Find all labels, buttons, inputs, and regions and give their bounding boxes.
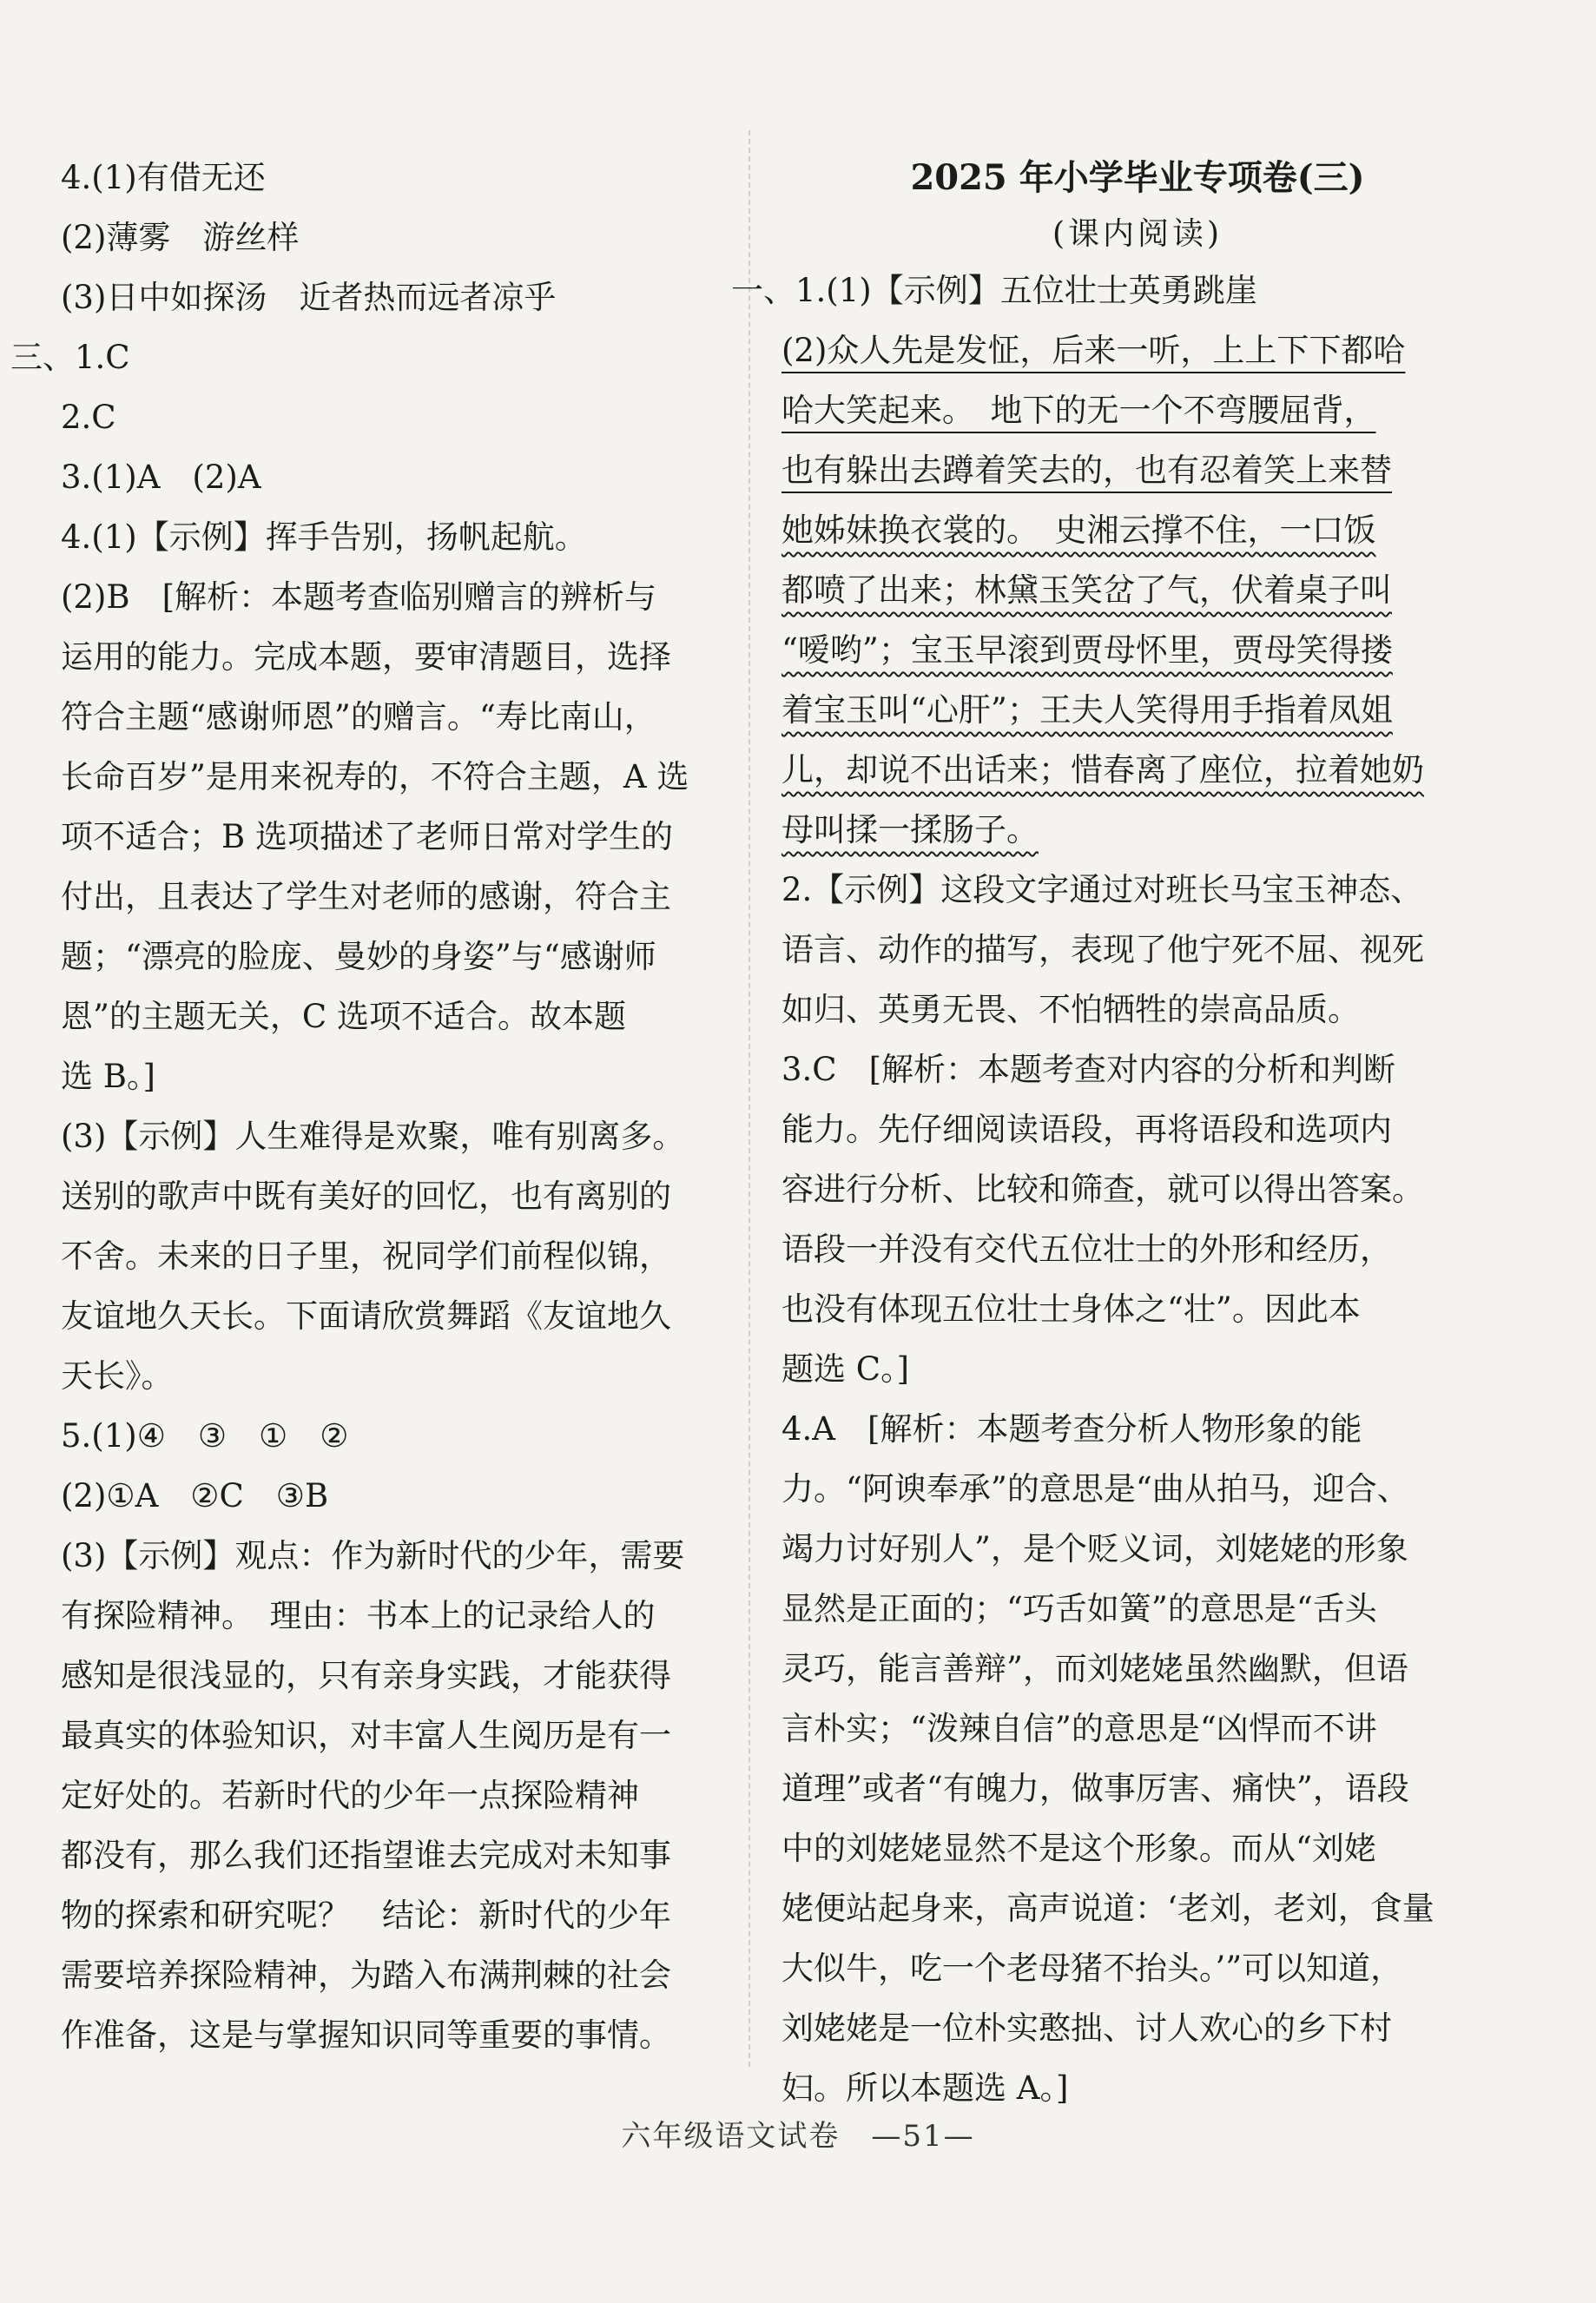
answer-line: 物的探索和研究呢？ 结论：新时代的少年	[61, 1897, 671, 1934]
answer-line: 选 B。]	[61, 1058, 155, 1095]
answer-line: 语言、动作的描写，表现了他宁死不屈、视死	[782, 931, 1424, 968]
answer-line: 妇。所以本题选 A。]	[782, 2069, 1069, 2107]
answer-line: 付出，且表达了学生对老师的感谢，符合主	[61, 878, 671, 915]
answer-line: 容进行分析、比较和筛查，就可以得出答案。	[782, 1171, 1424, 1208]
wavy-underlined-quote: 都喷了出来；林黛玉笑岔了气，伏着桌子叫	[782, 571, 1392, 609]
answer-line: 运用的能力。完成本题，要审清题目，选择	[61, 638, 671, 676]
underlined-quote: 哈大笑起来。 地下的无一个不弯腰屈背，	[782, 392, 1376, 429]
answer-line: 友谊地久天长。下面请欣赏舞蹈《友谊地久	[61, 1297, 671, 1335]
answer-line: 姥便站起身来，高声说道：‘老刘，老刘，食量	[782, 1890, 1434, 1927]
answer-line: 最真实的体验知识，对丰富人生阅历是有一	[61, 1717, 671, 1754]
answer-line: 3.C [解析：本题考查对内容的分析和判断	[782, 1051, 1396, 1088]
answer-line: 恩”的主题无关，C 选项不适合。故本题	[61, 998, 626, 1035]
answer-line: 题；“漂亮的脸庞、曼妙的身姿”与“感谢师	[61, 938, 656, 975]
underlined-quote: 也有躲出去蹲着笑去的，也有忍着笑上来替	[782, 452, 1392, 489]
answer-line: 长命百岁”是用来祝寿的，不符合主题，A 选	[61, 758, 689, 795]
answer-line: 力。“阿谀奉承”的意思是“曲从拍马，迎合、	[782, 1470, 1409, 1508]
answer-line: 定好处的。若新时代的少年一点探险精神	[61, 1777, 639, 1814]
answer-line: 有探险精神。 理由：书本上的记录给人的	[61, 1597, 656, 1634]
answer-line: 也没有体现五位壮士身体之“壮”。因此本	[782, 1290, 1361, 1328]
answer-line: 竭力讨好别人”，是个贬义词，刘姥姥的形象	[782, 1530, 1408, 1567]
answer-line: 不舍。未来的日子里，祝同学们前程似锦，	[61, 1237, 671, 1275]
answer-line: 4.A [解析：本题考查分析人物形象的能	[782, 1410, 1362, 1448]
answer-line: 道理”或者“有魄力，做事厉害、痛快”，语段	[782, 1770, 1409, 1807]
answer-line: 刘姥姥是一位朴实憨拙、讨人欢心的乡下村	[782, 2009, 1392, 2047]
answer-line: 中的刘姥姥显然不是这个形象。而从“刘姥	[782, 1830, 1376, 1867]
left-column	[10, 148, 729, 2065]
answer-line: 都没有，那么我们还指望谁去完成对未知事	[61, 1837, 671, 1874]
section-heading: 一、1.(1)【示例】五位壮士英勇跳崖	[731, 272, 1257, 309]
answer-line: 如归、英勇无畏、不怕牺牲的崇高品质。	[782, 991, 1360, 1028]
wavy-underlined-quote: 她姊妹换衣裳的。 史湘云撑不住，一口饭	[782, 511, 1376, 549]
answer-line: 作准备，这是与掌握知识同等重要的事情。	[61, 2016, 671, 2054]
answer-line: 能力。先仔细阅读语段，再将语段和选项内	[782, 1111, 1392, 1148]
underlined-quote: (2)众人先是发怔，后来一听，上上下下都哈	[782, 332, 1406, 369]
answer-line: 符合主题“感谢师恩”的赠言。“寿比南山，	[61, 698, 656, 736]
section-heading: 三、1.C	[10, 339, 130, 376]
answer-line: 2.【示例】这段文字通过对班长马宝玉神态、	[782, 871, 1423, 908]
answer-line: 题选 C。]	[782, 1350, 910, 1388]
answer-line: 2.C	[61, 399, 116, 436]
answer-line: 大似牛，吃一个老母猪不抬头。’”可以知道，	[782, 1950, 1403, 1987]
answer-line: 天长》。	[61, 1357, 174, 1395]
answer-line: 灵巧，能言善辩”，而刘姥姥虽然幽默，但语	[782, 1650, 1408, 1687]
answer-line: 3.(1)A (2)A	[61, 459, 261, 496]
answer-line: 4.(1)【示例】挥手告别，扬帆起航。	[61, 518, 587, 556]
column-divider	[749, 130, 750, 2067]
wavy-underlined-quote: 儿，却说不出话来；惜春离了座位，拉着她奶	[782, 751, 1424, 789]
answer-line: (3)【示例】观点：作为新时代的少年，需要	[61, 1537, 685, 1574]
answer-line: 需要培养探险精神，为踏入布满荆棘的社会	[61, 1957, 671, 1994]
answer-line: 4.(1)有借无还	[61, 159, 266, 196]
answer-line: 5.(1)④ ③ ① ②	[61, 1417, 349, 1455]
answer-line: 项不适合；B 选项描述了老师日常对学生的	[61, 818, 673, 855]
answer-line: (2)薄雾 游丝样	[61, 219, 300, 256]
answer-line: (2)B [解析：本题考查临别赠言的辨析与	[61, 578, 657, 616]
page-footer: 六年级语文试卷 —51—	[621, 2119, 975, 2154]
answer-line: (2)①A ②C ③B	[61, 1477, 329, 1514]
answer-line: 感知是很浅显的，只有亲身实践，才能获得	[61, 1657, 671, 1694]
section-subtitle: (课内阅读)	[1052, 216, 1223, 252]
wavy-underlined-quote: 母叫揉一揉肠子。	[782, 811, 1039, 848]
right-column	[731, 148, 1459, 2118]
answer-line: 送别的歌声中既有美好的回忆，也有离别的	[61, 1178, 671, 1215]
wavy-underlined-quote: 着宝玉叫“心肝”；王夫人笑得用手指着凤姐	[782, 691, 1393, 729]
answer-line: (3)【示例】人生难得是欢聚，唯有别离多。	[61, 1118, 685, 1155]
answer-line: 语段一并没有交代五位壮士的外形和经历，	[782, 1231, 1392, 1268]
answer-line: 言朴实；“泼辣自信”的意思是“凶悍而不讲	[782, 1710, 1377, 1747]
section-title: 2025 年小学毕业专项卷(三)	[910, 157, 1365, 198]
answer-line: 显然是正面的；“巧舌如簧”的意思是“舌头	[782, 1590, 1377, 1627]
wavy-underlined-quote: “嗳哟”；宝玉早滚到贾母怀里，贾母笑得搂	[782, 631, 1393, 669]
answer-line: (3)日中如探汤 近者热而远者凉乎	[61, 279, 557, 316]
